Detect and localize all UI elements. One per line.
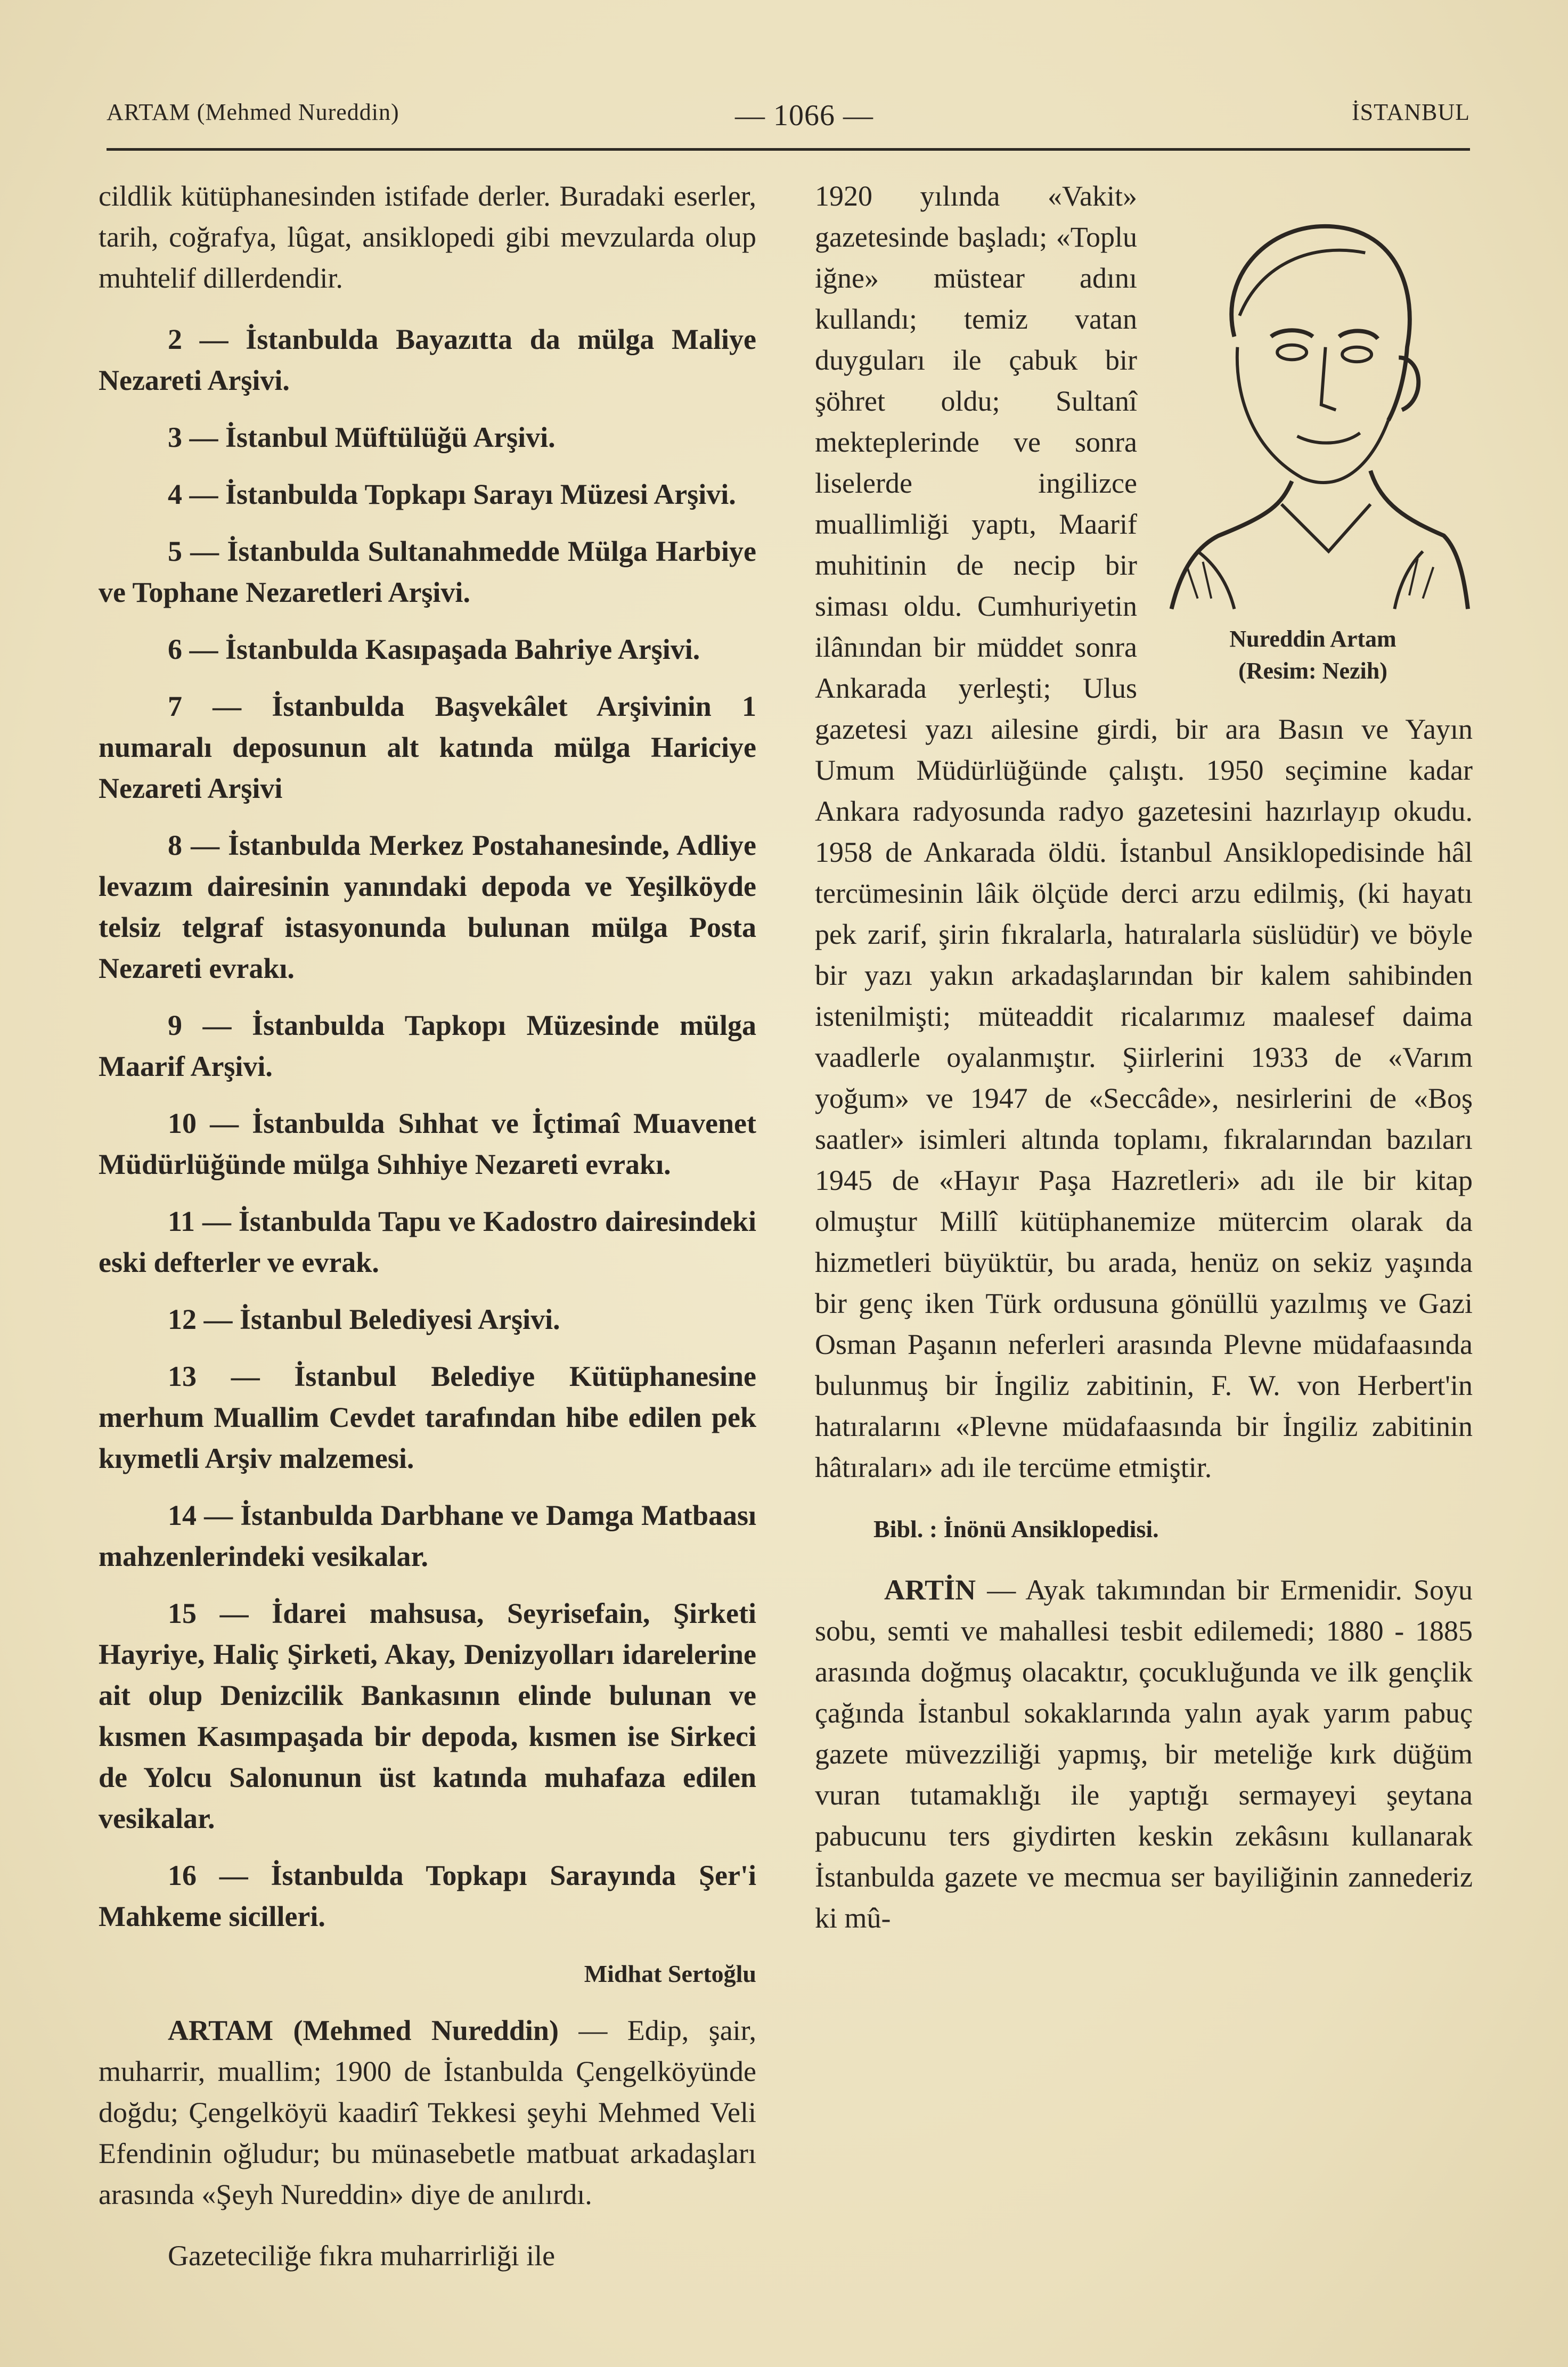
author-signature: Midhat Sertoğlu [584,1960,756,1987]
entry-headword-artin: ARTİN [884,1574,976,1606]
artam-entry-paragraph [99,2010,756,2215]
portrait-caption-name: Nureddin Artam [1229,626,1396,652]
portrait-caption-credit: (Resim: Nezih) [1238,658,1387,684]
artam-entry-text: — Edip, şair, muharrir, muallim; 1900 de İstanbulda Çengelköyünde doğdu; Çengelköyü kaadirî Tekkesi şeyhi Mehmed Veli Efendinin oğludur; bu münasebetle matbuat arkadaşları arasında «Şeyh Nureddin» diye de anılırdı. [99,2014,757,2210]
archive-list-item: 6 — İstanbulda Kasıpaşada Bahriye Arşivi. [168,633,700,665]
archive-list-item: 12 — İstanbul Belediyesi Arşivi. [168,1303,560,1335]
archive-list-item: 15 — İdarei mahsusa, Seyrisefain, Şirketi Hayriye, Haliç Şirketi, Akay, Denizyolları idarelerine ait olup Denizcilik Bankasının elinde bulunan ve kısmen Kasımpaşada bir depoda, kısmen ise Sirkeci de Yolcu Salonunun üst katında muhafaza edilen vesikalar. [99,1597,756,1834]
archive-list-item: 7 — İstanbulda Başvekâlet Arşivinin 1 numaralı deposunun alt katında mülga Hariciye Nezareti Arşivi [99,690,756,804]
header-entry-title: ARTAM (Mehmed Nureddin) [107,99,399,125]
archive-list-item: 13 — İstanbul Belediye Kütüphanesine merhum Muallim Cevdet tarafından hibe edilen pek kıymetli Arşiv malzemesi. [99,1360,756,1474]
archive-list-item: 10 — İstanbulda Sıhhat ve İçtimaî Muavenet Müdürlüğünde mülga Sıhhiye Nezareti evrakı. [99,1107,756,1180]
running-header [107,99,1470,141]
archive-list-item: 5 — İstanbulda Sultanahmedde Mülga Harbiye ve Tophane Nezaretleri Arşivi. [99,535,756,608]
archive-list-item: 8 — İstanbulda Merkez Postahanesinde, Adliye levazım dairesinin yanındaki depoda ve Yeşilköyde telsiz telgraf istasyonunda bulunan mülga Posta Nezareti evrakı. [99,829,756,984]
right-column [815,176,1473,1959]
archive-list-item: 3 — İstanbul Müftülüğü Arşivi. [168,421,556,453]
header-section-title: İSTANBUL [1351,99,1470,125]
left-column [99,176,756,2297]
artam-biography-paragraph: 1920 yılında «Vakit» gazetesinde başladı; «Toplu iğne» müstear adını kullandı; temiz vatan duyguları ile çabuk bir şöhret oldu; Sultanî mekteplerinde ve sonra liselerde ingilizce muallimliği yaptı, Maarif muhitinin de necip bir siması oldu. Cumhuriyetin ilânından bir müddet sonra Ankarada yerleşti; Ulus gazetesi yazı ailesine girdi, bir ara Basın ve Yayın Umum Müdürlüğünde çalıştı. 1950 seçimine kadar Ankara radyosunda radyo gazetesini hazırlayıp okudu. 1958 de Ankarada öldü. İstanbul Ansiklopedisinde hâl tercümesinin lâik ölçüde derci arzu edilmiş, (ki hayatı pek zarif, şirin fıkralarla, hatıralarla süslüdür) ve böyle bir yazı yakın arkadaşlarından bir kalem sahibinden istenilmişti; müteaddit ricalarımız maalesef daima vaadlerle oyalanmıştır. Şiirlerini 1933 de «Varım yoğum» ve 1947 de «Seccâde», nesirlerini de «Boş saatler» isimleri altında toplamı, fıkralarından bazıları 1945 de «Hayır Paşa Hazretleri» adı ile bir kitap olmuştur Millî kütüphanemize mütercim olarak da hizmetleri büyüktür, bu arada, henüz on sekiz yaşında bir genç iken Türk ordusuna gönüllü yazılmış ve Gazi Osman Paşanın neferleri arasında Plevne müdafaasında bulunmuş bir İngiliz zabitinin, F. W. von Herbert'in hatıralarını «Plevne müdafaasında bir İngiliz zabitinin hâtıraları» adı ile tercüme etmiştir. [815,180,1473,1483]
entry-headword-artam: ARTAM (Mehmed Nureddin) [168,2014,559,2046]
archive-list-item: 2 — İstanbulda Bayazıtta da mülga Maliye Nezareti Arşivi. [99,323,756,396]
artin-entry-text: — Ayak takımından bir Ermenidir. Soyu sobu, semti ve mahallesi tesbit edilemedi; 1880 - 1885 arasında doğmuş olacaktır, çocukluğunda ve ilk gençlik çağında İstanbul sokaklarında yalın ayak yarım pabuç gazete müvezziliği yapmış, bir meteliğe kırk düğüm vuran tutamaklığı ile yaptığı sermayeyi şeytana pabucunu ters giydirten keskin zekâsını kullanarak İstanbulda gazete ve mecmua ser bayiliğinin zannederiz ki mû- [815,1574,1473,1934]
archive-list-item: 11 — İstanbulda Tapu ve Kadostro dairesindeki eski defterler ve evrak. [99,1205,756,1278]
page-number: — 1066 — [735,99,873,132]
bibliography-note: Bibl. : İnönü Ansiklopedisi. [873,1515,1159,1542]
archive-list-item: 14 — İstanbulda Darbhane ve Damga Matbaası mahzenlerindeki vesikalar. [99,1499,756,1572]
archive-list-item: 9 — İstanbulda Tapkopı Müzesinde mülga Maarif Arşivi. [99,1009,756,1082]
portrait-sketch [1156,186,1470,613]
header-rule [107,148,1470,151]
archive-list-item: 16 — İstanbulda Topkapı Sarayında Şer'i Mahkeme sicilleri. [99,1859,756,1932]
artin-entry-paragraph [815,1570,1473,1939]
intro-paragraph: cildlik kütüphanesinden istifade derler. Buradaki eserler, tarih, coğrafya, lûgat, ansiklopedi gibi mevzularda olup muhtelif dillerdendir. [99,180,756,294]
portrait-figure [1153,186,1473,687]
archive-list-item: 4 — İstanbulda Topkapı Sarayı Müzesi Arşivi. [168,478,736,510]
portrait-image [1153,186,1473,623]
artam-entry-continuation: Gazeteciliğe fıkra muharrirliği ile [168,2240,556,2272]
